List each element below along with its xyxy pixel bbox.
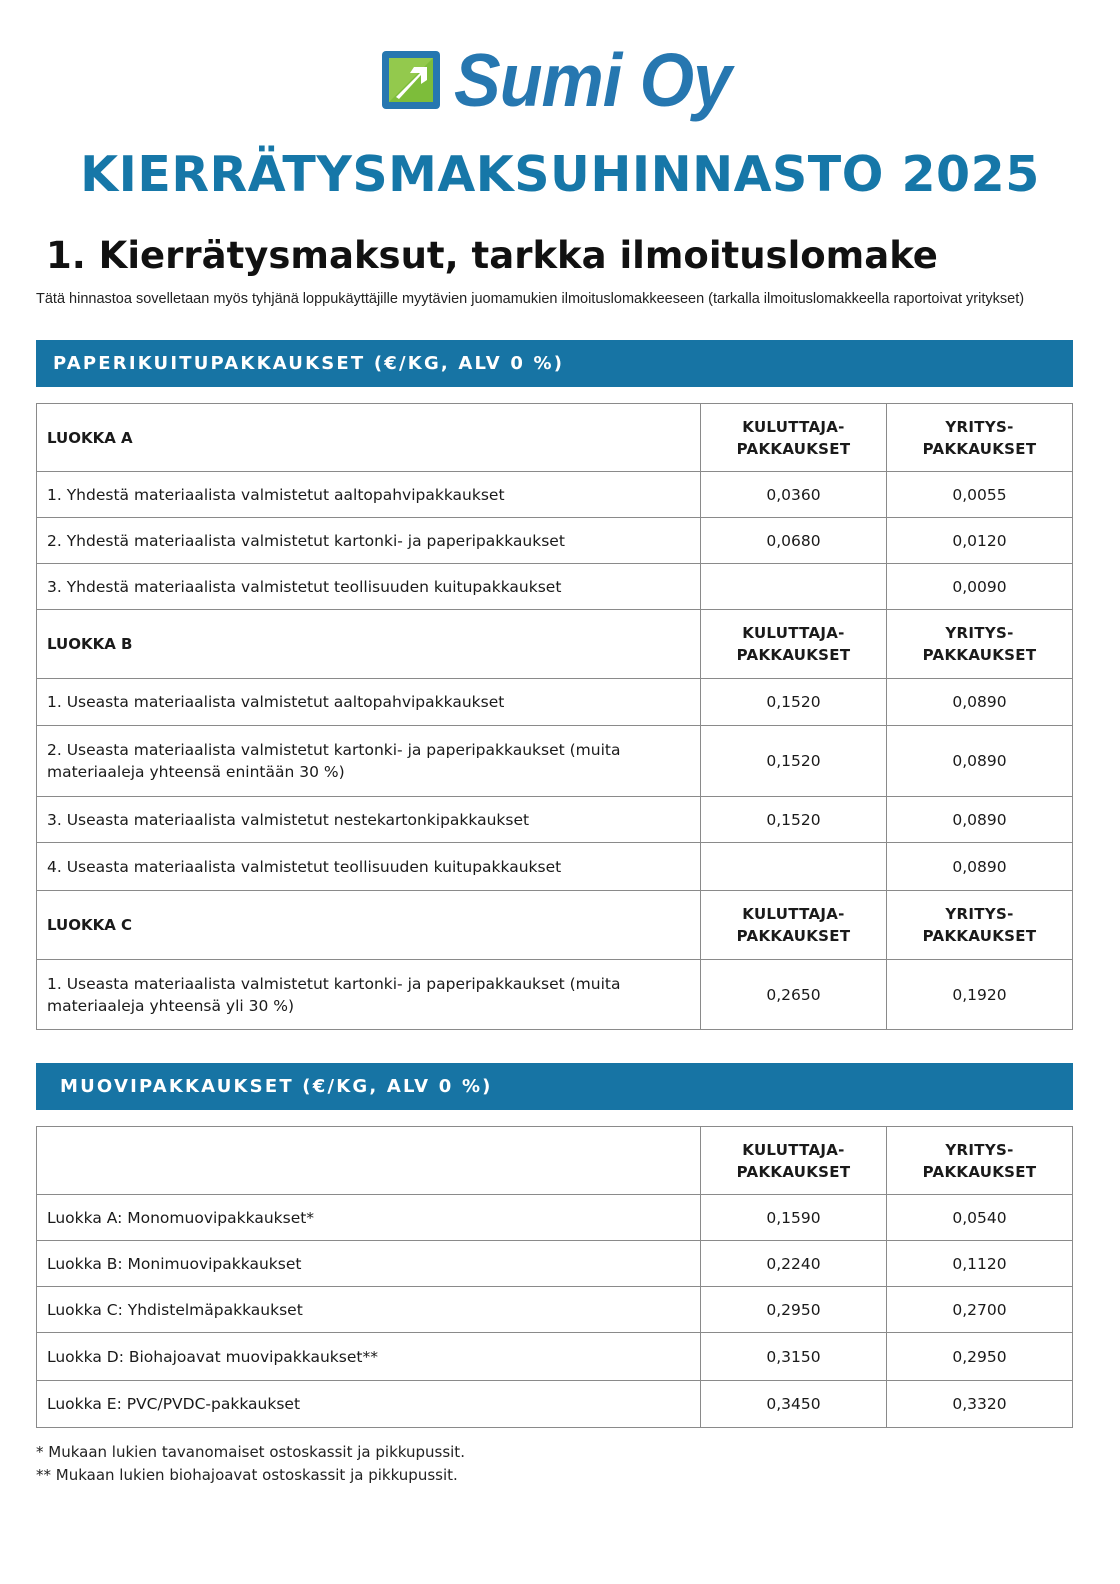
consumer-price: 0,1520	[701, 797, 887, 843]
arrow-square-logo-icon	[380, 49, 442, 111]
row-label: Luokka A: Monomuovipakkaukset*	[37, 1195, 701, 1241]
class-label: LUOKKA B	[37, 610, 701, 679]
consumer-price: 0,1520	[701, 726, 887, 797]
consumer-price: 0,3150	[701, 1333, 887, 1381]
section-heading: 1. Kierrätysmaksut, tarkka ilmoituslomake	[46, 234, 938, 277]
footnote: * Mukaan lukien tavanomaiset ostoskassit ja pikkupussit.	[36, 1443, 465, 1461]
table-row	[37, 564, 1073, 610]
row-label: 2. Yhdestä materiaalista valmistetut kartonki- ja paperipakkaukset	[37, 518, 701, 564]
business-price: 0,0090	[887, 564, 1073, 610]
column-header-row	[37, 1127, 1073, 1195]
business-price: 0,1120	[887, 1241, 1073, 1287]
row-label: Luokka E: PVC/PVDC-pakkaukset	[37, 1381, 701, 1428]
business-column-header: YRITYS- PAKKAUKSET	[887, 891, 1073, 960]
consumer-price: 0,0680	[701, 518, 887, 564]
table-row	[37, 726, 1073, 797]
row-label: 4. Useasta materiaalista valmistetut teollisuuden kuitupakkaukset	[37, 843, 701, 891]
intro-text: Tätä hinnastoa sovelletaan myös tyhjänä loppukäyttäjille myytävien juomamukien ilmoituslomakkeeseen (tarkalla ilmoituslomakkeella raportoivat yritykset)	[36, 291, 1025, 307]
table-row	[37, 843, 1073, 891]
business-column-header: YRITYS- PAKKAUKSET	[887, 404, 1073, 472]
row-label: Luokka B: Monimuovipakkaukset	[37, 1241, 701, 1287]
business-price: 0,0890	[887, 726, 1073, 797]
header-empty-cell	[37, 1127, 701, 1195]
business-price: 0,0890	[887, 843, 1073, 891]
table-row	[37, 1241, 1073, 1287]
consumer-price: 0,0360	[701, 472, 887, 518]
row-label: 1. Useasta materiaalista valmistetut aaltopahvipakkaukset	[37, 679, 701, 726]
table-row	[37, 1195, 1073, 1241]
class-label: LUOKKA C	[37, 891, 701, 960]
table-row	[37, 797, 1073, 843]
class-header-row	[37, 891, 1073, 960]
class-header-row	[37, 610, 1073, 679]
company-logo	[380, 37, 731, 123]
row-label: 3. Yhdestä materiaalista valmistetut teollisuuden kuitupakkaukset	[37, 564, 701, 610]
business-price: 0,2950	[887, 1333, 1073, 1381]
business-price: 0,0540	[887, 1195, 1073, 1241]
table-row	[37, 1287, 1073, 1333]
row-label: Luokka C: Yhdistelmäpakkaukset	[37, 1287, 701, 1333]
business-price: 0,0890	[887, 679, 1073, 726]
consumer-price: 0,1520	[701, 679, 887, 726]
plastic-price-table	[36, 1126, 1073, 1428]
consumer-price: 0,2240	[701, 1241, 887, 1287]
table-row	[37, 472, 1073, 518]
row-label: 1. Yhdestä materiaalista valmistetut aaltopahvipakkaukset	[37, 472, 701, 518]
footnote: ** Mukaan lukien biohajoavat ostoskassit ja pikkupussit.	[36, 1466, 458, 1484]
row-label: 3. Useasta materiaalista valmistetut nestekartonkipakkaukset	[37, 797, 701, 843]
plastic-section-banner: MUOVIPAKKAUKSET (€/KG, ALV 0 %)	[36, 1063, 1073, 1110]
business-price: 0,2700	[887, 1287, 1073, 1333]
table-row	[37, 679, 1073, 726]
consumer-column-header: KULUTTAJA- PAKKAUKSET	[701, 891, 887, 960]
row-label: Luokka D: Biohajoavat muovipakkaukset**	[37, 1333, 701, 1381]
table-row	[37, 1333, 1073, 1381]
consumer-column-header: KULUTTAJA- PAKKAUKSET	[701, 404, 887, 472]
business-price: 0,0890	[887, 797, 1073, 843]
paper-section-banner: PAPERIKUITUPAKKAUKSET (€/KG, ALV 0 %)	[36, 340, 1073, 387]
row-label: 1. Useasta materiaalista valmistetut kartonki- ja paperipakkaukset (muita materiaaleja yhteensä yli 30 %)	[37, 960, 701, 1030]
row-label: 2. Useasta materiaalista valmistetut kartonki- ja paperipakkaukset (muita materiaaleja yhteensä enintään 30 %)	[37, 726, 701, 797]
consumer-column-header: KULUTTAJA- PAKKAUKSET	[701, 610, 887, 679]
consumer-price: 0,2950	[701, 1287, 887, 1333]
table-row	[37, 1381, 1073, 1428]
class-label: LUOKKA A	[37, 404, 701, 472]
table-row	[37, 518, 1073, 564]
consumer-price	[701, 843, 887, 891]
consumer-price: 0,3450	[701, 1381, 887, 1428]
business-price: 0,0120	[887, 518, 1073, 564]
logo-text: Sumi Oy	[454, 37, 731, 123]
business-column-header: YRITYS- PAKKAUKSET	[887, 610, 1073, 679]
business-column-header: YRITYS- PAKKAUKSET	[887, 1127, 1073, 1195]
table-row	[37, 960, 1073, 1030]
page-title: KIERRÄTYSMAKSUHINNASTO 2025	[80, 146, 1040, 203]
business-price: 0,0055	[887, 472, 1073, 518]
business-price: 0,3320	[887, 1381, 1073, 1428]
consumer-price: 0,2650	[701, 960, 887, 1030]
consumer-column-header: KULUTTAJA- PAKKAUKSET	[701, 1127, 887, 1195]
class-header-row	[37, 404, 1073, 472]
footnotes	[36, 1441, 465, 1487]
paper-price-table	[36, 403, 1073, 1030]
consumer-price: 0,1590	[701, 1195, 887, 1241]
business-price: 0,1920	[887, 960, 1073, 1030]
consumer-price	[701, 564, 887, 610]
